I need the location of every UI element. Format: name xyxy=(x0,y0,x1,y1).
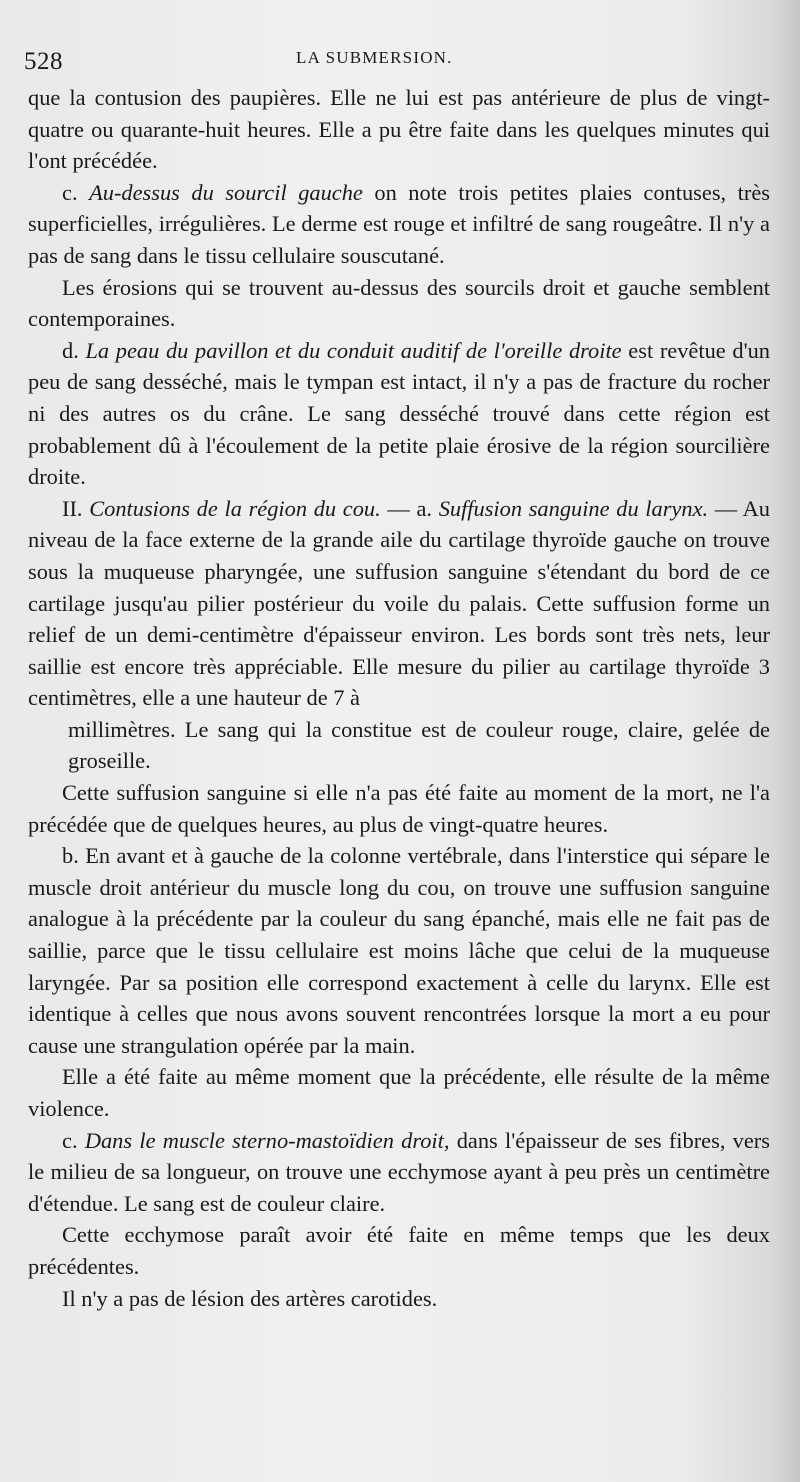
italic-heading: Dans le muscle sterno-mastoïdien droit, xyxy=(84,1127,450,1153)
paragraph-2-text: on note trois petites plaies contuses, très superficielles, irrégulières. Le derme est rouge et infiltré de sang rougeâtre. Il n'y a pas de sang dans le tissu cellulaire souscutané. xyxy=(28,179,770,268)
paragraph-5-continuation-text: millimètres. Le sang qui la constitue est de couleur rouge, claire, gelée de groseille. xyxy=(68,716,770,774)
page-header xyxy=(24,44,764,78)
running-title: LA SUBMERSION. xyxy=(296,48,453,67)
paragraph-1 xyxy=(28,82,770,177)
paragraph-3-text: Les érosions qui se trouvent au-dessus des sourcils droit et gauche semblent contemporaines. xyxy=(28,274,770,332)
italic-heading: Au-dessus du sourcil gauche xyxy=(89,179,363,205)
paragraph-6-text: Cette suffusion sanguine si elle n'a pas été faite au moment de la mort, ne l'a précédée que de quelques heures, au plus de vingt-quatre heures. xyxy=(28,780,770,837)
paragraph-4-text: est revêtue d'un peu de sang desséché, mais le tympan est intact, il n'y a pas de fracture du rocher ni des autres os du crâne. Le sang desséché trouvé dans cette région est probablement dû à l'écoulement de la petite plaie érosive de la région sourcilière droite. xyxy=(28,337,770,490)
paragraph-8-text: Elle a été faite au même moment que la précédente, elle résulte de la même violence. xyxy=(28,1064,770,1121)
page-number: 528 xyxy=(24,48,63,75)
paragraph-11-text: Il n'y a pas de lésion des artères carotides. xyxy=(62,1285,438,1311)
section-heading: Contusions de la région du cou. xyxy=(89,495,381,521)
paragraph-7 xyxy=(28,840,770,1061)
item-marker: — a. xyxy=(387,495,432,521)
italic-heading: La peau du pavillon et du conduit auditif de l'oreille droite xyxy=(85,337,622,363)
paragraph-8 xyxy=(28,1061,770,1124)
item-marker: c. xyxy=(62,1127,78,1153)
paragraph-5-continuation xyxy=(28,714,770,777)
paragraph-1-text: que la contusion des paupières. Elle ne lui est pas antérieure de plus de vingt-quatre ou quarante-huit heures. Elle a pu être faite dans les quelques minutes qui l'ont précédée. xyxy=(28,85,770,174)
paragraph-2 xyxy=(28,177,770,272)
paragraph-5 xyxy=(28,493,770,714)
paragraph-11 xyxy=(28,1283,770,1315)
section-marker: II. xyxy=(62,495,83,521)
paragraph-9 xyxy=(28,1125,770,1220)
body-text xyxy=(28,82,770,1314)
paragraph-7-text: b. En avant et à gauche de la colonne vertébrale, dans l'interstice qui sépare le muscle droit antérieur du muscle long du cou, on trouve une suffusion sanguine analogue à la précédente par la couleur du sang épanché, mais elle ne fait pas de saillie, parce que le tissu cellulaire est moins lâche que celui de la muqueuse laryngée. Par sa position elle correspond exactement à celle du larynx. Elle est identique à celles que nous avons souvent rencontrées lorsque la mort a eu pour cause une strangulation opérée par la main. xyxy=(28,843,770,1058)
item-marker: c. xyxy=(62,179,78,205)
paragraph-9-text: dans l'épaisseur de ses fibres, vers le milieu de sa longueur, on trouve une ecchymose ayant à peu près un centimètre d'étendue. Le sang est de couleur claire. xyxy=(28,1127,770,1216)
paragraph-10-text: Cette ecchymose paraît avoir été faite en même temps que les deux précédentes. xyxy=(28,1222,770,1279)
item-marker: d. xyxy=(62,337,79,363)
paragraph-3 xyxy=(28,272,770,335)
paragraph-10 xyxy=(28,1219,770,1282)
paragraph-4 xyxy=(28,335,770,493)
paragraph-5-text: — Au niveau de la face externe de la grande aile du cartilage thyroïde gauche on trouve sous la muqueuse pharyngée, une suffusion sanguine s'étendant du bord de ce cartilage jusqu'au pilier postérieur du voile du palais. Cette suffusion forme un relief de un demi-centimètre d'épaisseur environ. Les bords sont très nets, leur saillie est encore très appréciable. Elle mesure du pilier au cartilage thyroïde 3 centimètres, elle a une hauteur de 7 à xyxy=(28,495,770,711)
paragraph-6 xyxy=(28,777,770,840)
italic-heading: Suffusion sanguine du larynx. xyxy=(438,495,709,521)
